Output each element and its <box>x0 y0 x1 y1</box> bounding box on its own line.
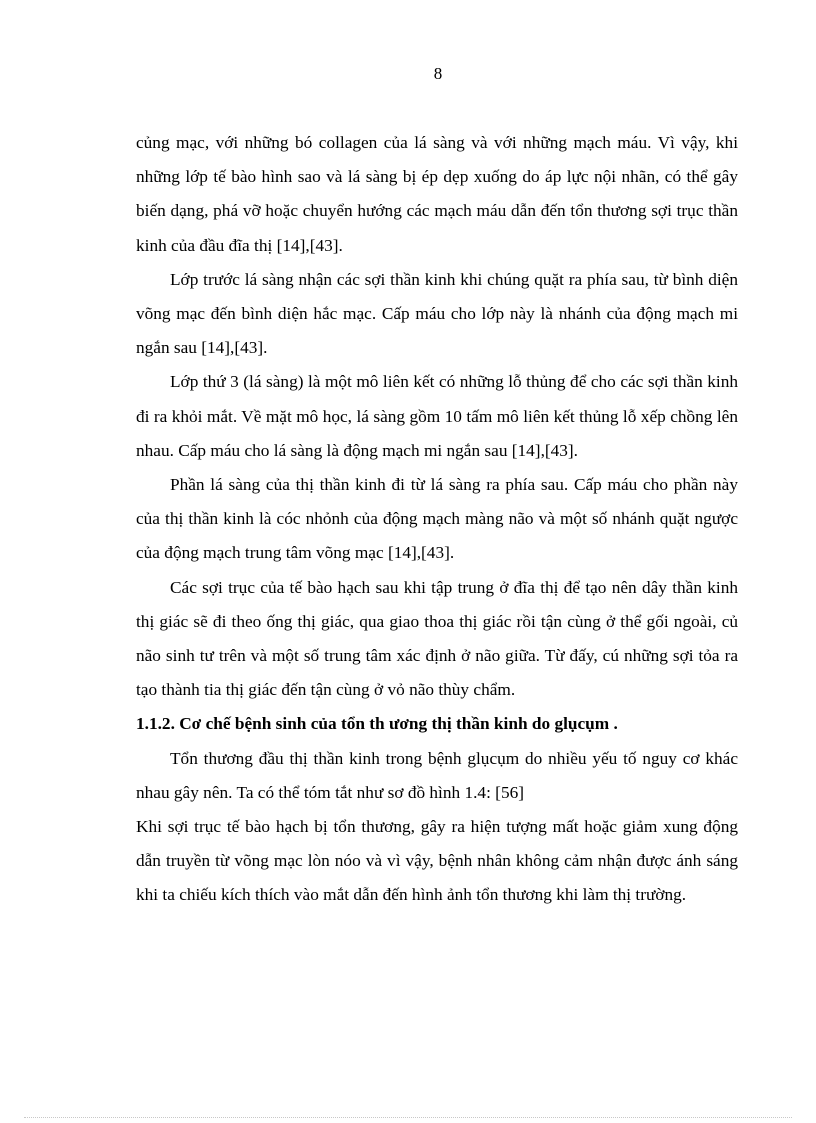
page-number: 8 <box>433 64 443 83</box>
paragraph: Khi sợi trục tế bào hạch bị tổn thương, gây ra hiện tượng mất hoặc giảm xung động dẫn truyền từ võng mạc lòn nóo và vì vậy, bệnh nhân không cảm nhận được ánh sáng khi ta chiếu kích thích vào mắt dẫn đến hình ảnh tổn thương khi làm thị trường. <box>136 817 738 905</box>
section-heading: 1.1.2. Cơ chế bệnh sinh của tổn th ương thị thần kinh do glụcụm . <box>136 714 618 734</box>
paragraph: củng mạc, với những bó collagen của lá sàng và với những mạch máu. Vì vậy, khi những lớp tế bào hình sao và lá sàng bị ép dẹp xuống do áp lực nội nhãn, có thể gây biến dạng, phá vỡ hoặc chuyển hướng các mạch máu dẫn đến tổn thương sợi trục thần kinh của đầu đĩa thị [14],[43]. <box>136 133 738 255</box>
paragraph: Phần lá sàng của thị thần kinh đi từ lá sàng ra phía sau. Cấp máu cho phần này của thị thần kinh là cóc nhỏnh của động mạch màng não và một số nhánh quặt ngược của động mạch trung tâm võng mạc [14],[43]. <box>136 475 738 563</box>
paragraph: Các sợi trục của tế bào hạch sau khi tập trung ở đĩa thị để tạo nên dây thần kinh thị giác sẽ đi theo ống thị giác, qua giao thoa thị giác rồi tận cùng ở thể gối ngoài, củ não sinh tư trên và một số trung tâm xác định ở não giữa. Từ đấy, cú những sợi tỏa ra tạo thành tia thị giác đến tận cùng ở vỏ não thùy chẩm. <box>136 577 738 700</box>
paragraph: Lớp thứ 3 (lá sàng) là một mô liên kết có những lỗ thủng để cho các sợi thần kinh đi ra khỏi mắt. Về mặt mô học, lá sàng gồm 10 tấm mô liên kết thủng lỗ xếp chồng lên nhau. Cấp máu cho lá sàng là động mạch mi ngắn sau [14],[43]. <box>136 372 738 460</box>
paragraph: Lớp trước lá sàng nhận các sợi thần kinh khi chúng quặt ra phía sau, từ bình diện võng mạc đến bình diện hắc mạc. Cấp máu cho lớp này là nhánh của động mạch mi ngắn sau [14],[43]. <box>136 269 738 358</box>
page-bottom-divider <box>24 1117 792 1118</box>
paragraph: Tổn thương đầu thị thần kinh trong bệnh glụcụm do nhiều yếu tố nguy cơ khác nhau gây nên. Ta có thể tóm tắt như sơ đồ hình 1.4: [56] <box>136 748 738 802</box>
body-text <box>136 126 738 913</box>
